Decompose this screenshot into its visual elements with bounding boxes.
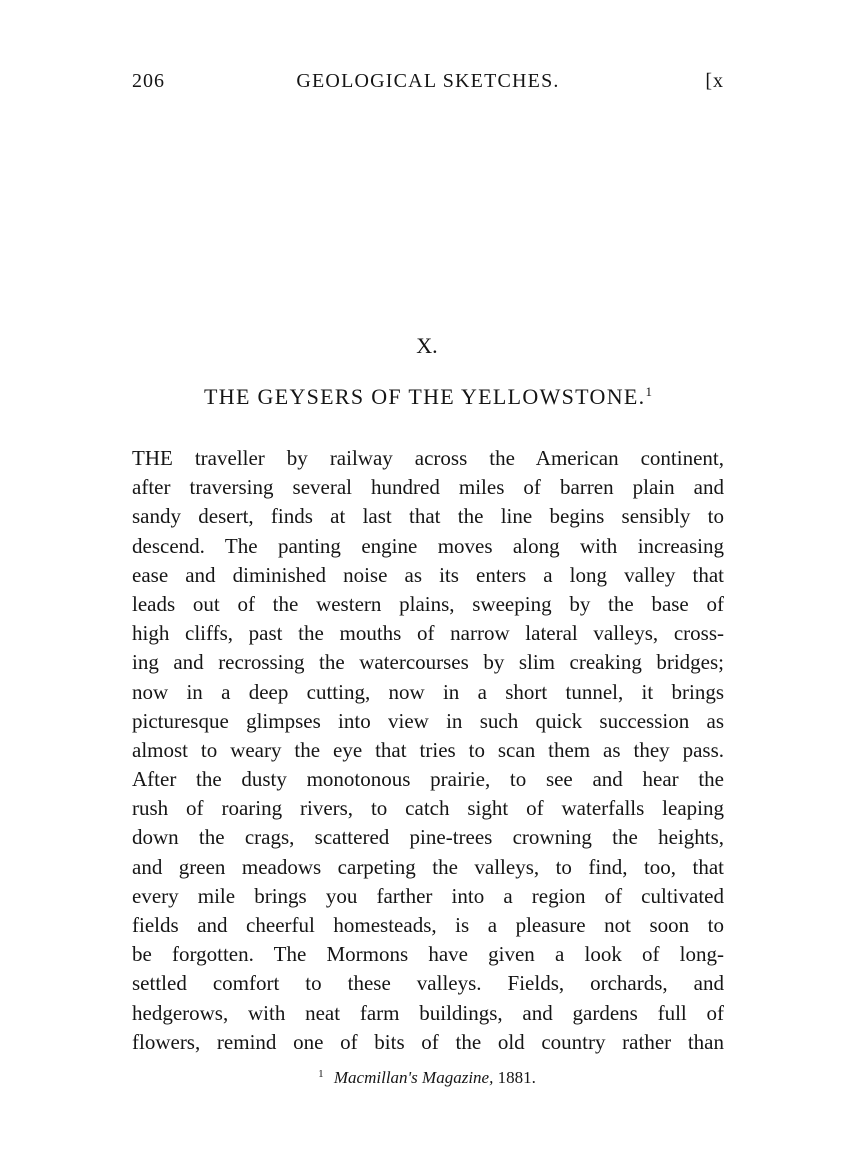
body-line: down the crags, scattered pine-trees crowning the heights,: [132, 825, 724, 850]
body-text: [132, 444, 724, 1057]
running-title: GEOLOGICAL SKETCHES.: [296, 70, 560, 92]
body-line: flowers, remind one of bits of the old country rather than: [132, 1029, 724, 1054]
body-line: leads out of the western plains, sweeping by the base of: [132, 591, 724, 616]
body-line: ing and recrossing the watercourses by slim creaking bridges;: [132, 650, 724, 675]
footnote-year: 1881.: [497, 1068, 536, 1087]
running-head: [132, 70, 724, 100]
body-line: every mile brings you farther into a region of cultivated: [132, 883, 724, 908]
body-line: be forgotten. The Mormons have given a look of long-: [132, 942, 724, 967]
body-line: sandy desert, finds at last that the line begins sensibly to: [132, 504, 724, 529]
body-line: THE traveller by railway across the American continent,: [132, 446, 724, 470]
body-line: ease and diminished noise as its enters a long valley that: [132, 562, 724, 587]
body-line: hedgerows, with neat farm buildings, and gardens full of: [132, 1000, 724, 1025]
footnote: [0, 1068, 850, 1088]
body-line: after traversing several hundred miles of barren plain and: [132, 475, 724, 500]
body-line: fields and cheerful homesteads, is a pleasure not soon to: [132, 913, 724, 937]
chapter-title: [132, 384, 724, 410]
body-line: high cliffs, past the mouths of narrow lateral valleys, cross-: [132, 621, 724, 646]
body-line: After the dusty monotonous prairie, to see and hear the: [132, 767, 724, 792]
footnote-reference: 1: [645, 384, 652, 399]
body-line: now in a deep cutting, now in a short tunnel, it brings: [132, 679, 724, 704]
body-line: picturesque glimpses into view in such quick succession as: [132, 708, 724, 733]
chapter-numeral: X.: [416, 333, 438, 358]
footnote-source: Macmillan's Magazine,: [333, 1068, 494, 1087]
page-number: 206: [132, 70, 165, 92]
body-line: almost to weary the eye that tries to scan them as they pass.: [132, 737, 724, 762]
body-line: settled comfort to these valleys. Fields, orchards, and: [132, 971, 724, 996]
body-line: rush of roaring rivers, to catch sight of waterfalls leaping: [132, 796, 724, 821]
footnote-mark: 1: [318, 1068, 324, 1080]
body-line: descend. The panting engine moves along with increasing: [132, 533, 724, 558]
chapter-title-text: THE GEYSERS OF THE YELLOWSTONE.: [204, 384, 646, 409]
body-line: and green meadows carpeting the valleys, to find, too, that: [132, 854, 724, 879]
chapter-marker: [x: [705, 70, 724, 92]
